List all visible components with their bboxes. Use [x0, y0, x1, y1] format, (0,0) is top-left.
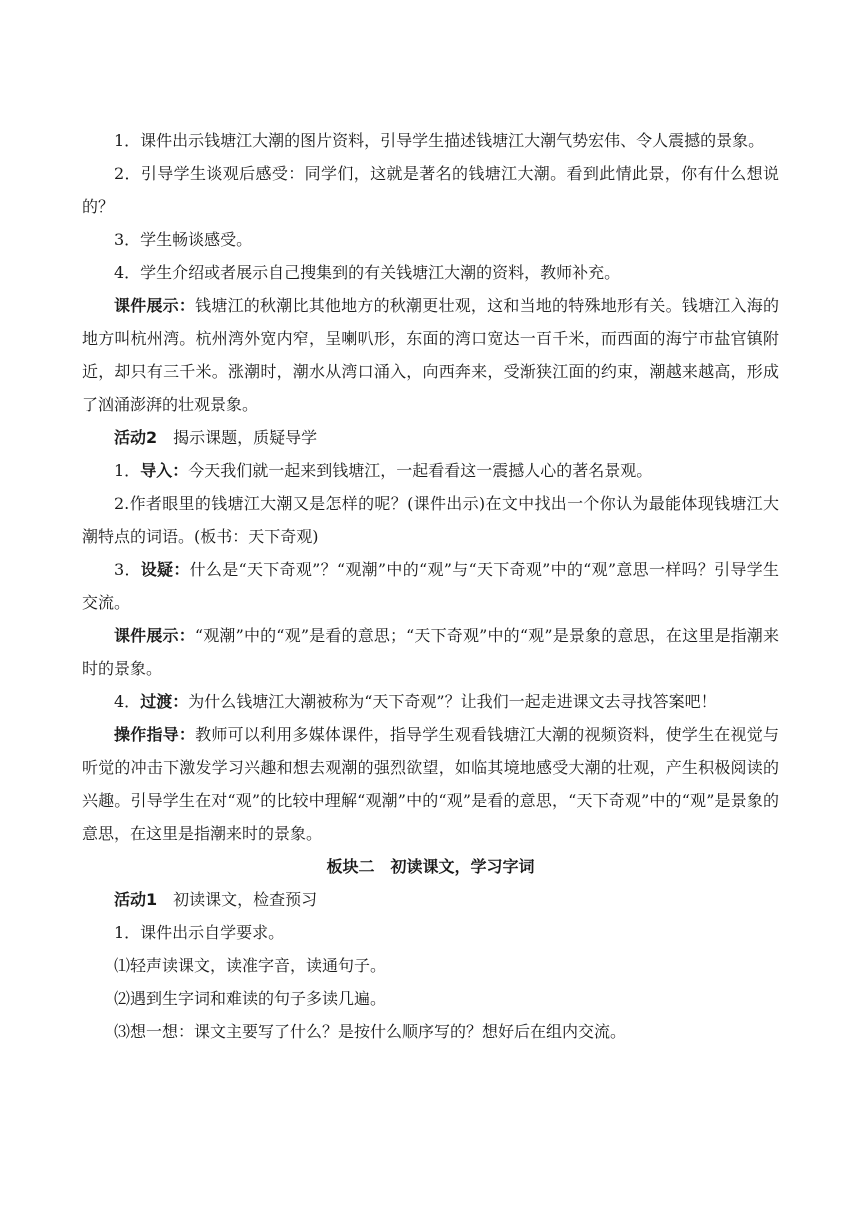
- paragraph: 3．设疑：什么是“天下奇观”？“观潮”中的“观”与“天下奇观”中的“观”意思一样吗？引导学生交流。: [82, 560, 779, 612]
- note-label: 操作指导：: [114, 725, 196, 744]
- activity-heading: [82, 883, 779, 916]
- paragraph: 1．课件出示自学要求。: [114, 923, 285, 942]
- courseware-display-note: [82, 289, 779, 421]
- note-label: 课件展示：: [114, 296, 196, 315]
- paragraph: ⑶想一想：课文主要写了什么？是按什么顺序写的？想好后在组内交流。: [114, 1022, 627, 1041]
- activity-title: 初读课文，检查预习: [157, 890, 318, 909]
- activity-title: 揭示课题，质疑导学: [157, 428, 318, 447]
- courseware-display-note: [82, 619, 779, 685]
- note-label: 课件展示：: [114, 626, 195, 645]
- note-text: “观潮”中的“观”是看的意思；“天下奇观”中的“观”是景象的意思，在这里是指潮来时的景象。: [82, 626, 779, 678]
- activity-label: 活动1: [114, 890, 158, 909]
- activity-heading: [82, 421, 779, 454]
- paragraph: ⑴轻声读课文，读准字音，读通句子。: [114, 956, 387, 975]
- activity-label: 活动2: [114, 428, 158, 447]
- paragraph: ⑵遇到生字词和难读的句子多读几遍。: [114, 989, 387, 1008]
- paragraph: 3．学生畅谈感受。: [114, 230, 253, 249]
- section-title: 板块二 初读课文，学习字词: [326, 857, 535, 876]
- paragraph: 4．学生介绍或者展示自己搜集到的有关钱塘江大潮的资料，教师补充。: [114, 263, 621, 282]
- note-text: 教师可以利用多媒体课件，指导学生观看钱塘江大潮的视频资料，使学生在视觉与听觉的冲击下激发学习兴趣和想去观潮的强烈欲望，如临其境地感受大潮的壮观，产生积极阅读的兴趣。引导学生在对“观”的比较中理解“观潮”中的“观”是看的意思，“天下奇观”中的“观”是景象的意思，在这里是指潮来时的景象。: [82, 725, 779, 843]
- paragraph: 2.作者眼里的钱塘江大潮又是怎样的呢？(课件出示)在文中找出一个你认为最能体现钱塘江大潮特点的词语。(板书：天下奇观): [82, 494, 779, 546]
- paragraph: 4．过渡：为什么钱塘江大潮被称为“天下奇观”？让我们一起走进课文去寻找答案吧！: [114, 692, 717, 711]
- step-label: 过渡：: [140, 692, 189, 711]
- step-label: 设疑：: [140, 560, 190, 579]
- paragraph: 1．课件出示钱塘江大潮的图片资料，引导学生描述钱塘江大潮气势宏伟、令人震撼的景象。: [114, 131, 765, 150]
- step-label: 导入：: [140, 461, 189, 480]
- paragraph: 1．导入：今天我们就一起来到钱塘江，一起看看这一震撼人心的著名景观。: [114, 461, 653, 480]
- note-text: 钱塘江的秋潮比其他地方的秋潮更壮观，这和当地的特殊地形有关。钱塘江入海的地方叫杭州湾。杭州湾外宽内窄，呈喇叭形，东面的湾口宽达一百千米，而西面的海宁市盐官镇附近，却只有三千米。涨潮时，潮水从湾口涌入，向西奔来，受渐狭江面的约束，潮越来越高，形成了汹涌澎湃的壮观景象。: [82, 296, 779, 414]
- operation-guidance-note: [82, 718, 779, 850]
- document-body: [82, 124, 779, 1048]
- paragraph: 2．引导学生谈观后感受：同学们，这就是著名的钱塘江大潮。看到此情此景，你有什么想说的？: [82, 164, 779, 216]
